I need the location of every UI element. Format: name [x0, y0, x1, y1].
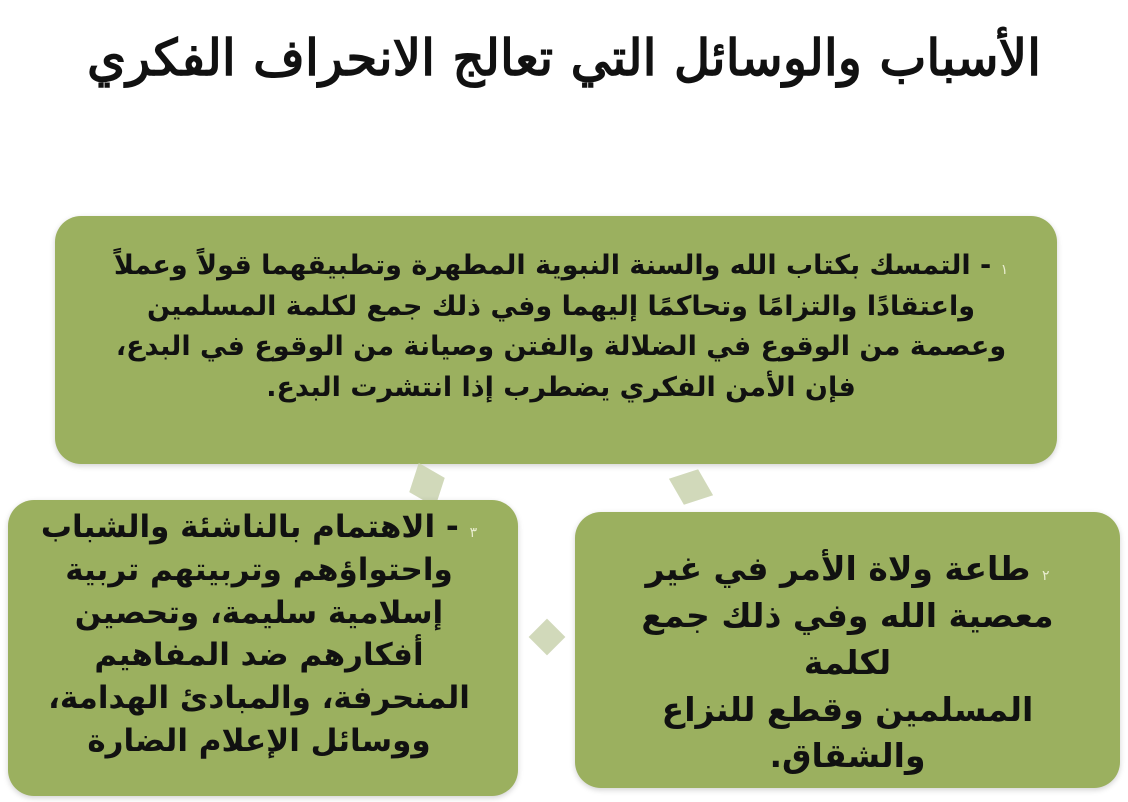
box2-number: ٢: [1041, 568, 1050, 584]
box3-line-5: المنحرفة، والمبادئ الهدامة،: [48, 680, 470, 717]
box3-line-2: واحتواؤهم وتربيتهم تربية: [65, 551, 453, 588]
box2-line-4: والشقاق.: [769, 736, 926, 776]
connector-diamond-right: [669, 469, 713, 504]
cause-box-2: [575, 512, 1120, 788]
box3-line-3: إسلامية سليمة، وتحصين: [74, 594, 444, 631]
box3-line-1-text: - الاهتمام بالناشئة والشباب: [40, 509, 459, 545]
box2-line-1-text: طاعة ولاة الأمر في غير: [645, 549, 1031, 588]
box3-line-1: [28, 506, 490, 549]
box2-line-3: المسلمين وقطع للنزاع: [661, 689, 1034, 729]
box1-line-1: [95, 246, 1027, 287]
cause-box-1: [55, 216, 1057, 464]
box3-number: ٣: [469, 525, 478, 541]
box1-number: ١: [1000, 262, 1009, 278]
box1-line-2: واعتقادًا والتزامًا وتحاكمًا إليهما وفي ذلك جمع لكلمة المسلمين: [146, 290, 976, 322]
box3-line-4: أفكارهم ضد المفاهيم: [94, 637, 424, 674]
box3-line-6: ووسائل الإعلام الضارة: [87, 722, 431, 759]
cause-box-3: [8, 500, 518, 796]
box1-line-3: وعصمة من الوقوع في الضلالة والفتن وصيانة من الوقوع في البدع،: [115, 331, 1007, 362]
box1-line-4: فإن الأمن الفكري يضطرب إذا انتشرت البدع.: [266, 371, 856, 403]
box1-line-1-text: - التمسك بكتاب الله والسنة النبوية المطهرة وتطبيقهما قولاً وعملاً: [113, 250, 992, 281]
page-title: الأسباب والوسائل التي تعالج الانحراف الفكري: [86, 28, 1042, 87]
box2-line-2: معصية الله وفي ذلك جمع لكلمة: [641, 595, 1054, 682]
box2-line-1: [611, 546, 1084, 593]
connector-diamond-middle: [529, 619, 566, 656]
